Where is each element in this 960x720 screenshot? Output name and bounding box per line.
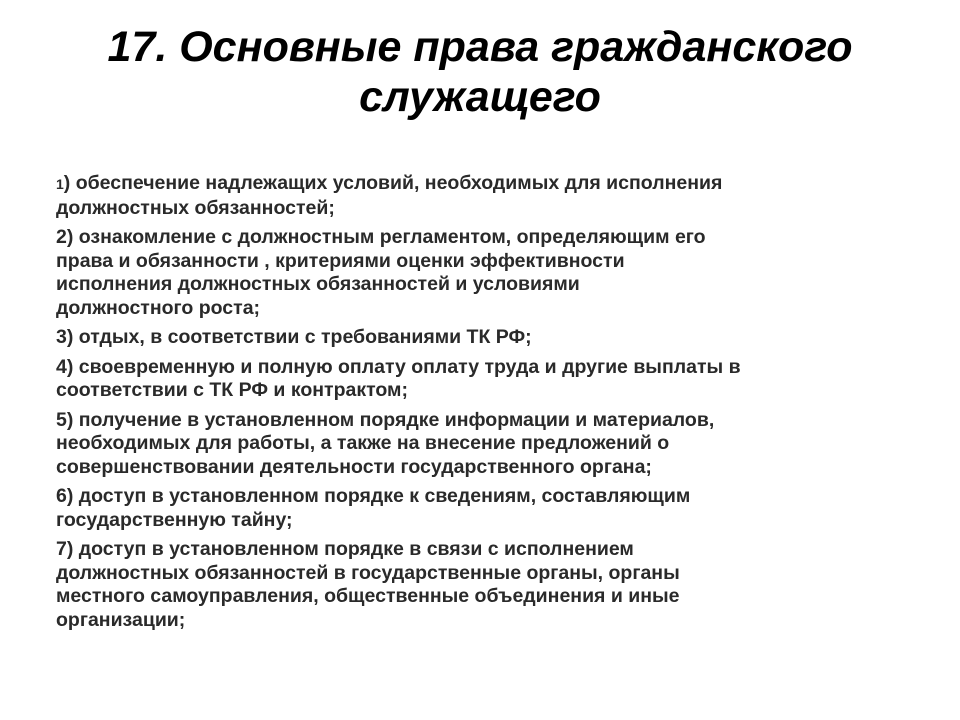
rights-list xyxy=(56,172,916,638)
list-item xyxy=(56,226,916,320)
item-text: должностных обязанностей в государственные органы, органы xyxy=(56,561,680,584)
item-text: должностных обязанностей; xyxy=(56,196,335,219)
slide-title xyxy=(40,22,920,122)
item-text: исполнения должностных обязанностей и условиями xyxy=(56,273,580,295)
item-text: необходимых для работы, а также на внесение предложений о xyxy=(56,432,670,454)
item-number: 7 xyxy=(56,538,67,560)
list-item xyxy=(56,172,916,220)
item-text: ) получение в установленном порядке информации и материалов, xyxy=(66,408,715,431)
item-text: ) ознакомление с должностным регламентом, определяющим его xyxy=(66,226,706,248)
item-number: 2 xyxy=(56,226,67,248)
list-item xyxy=(56,538,916,632)
item-number: 5 xyxy=(56,408,67,431)
item-number: 3 xyxy=(56,326,67,348)
item-text: права и обязанности , критериями оценки эффективности xyxy=(56,249,625,272)
item-text: местного самоуправления, общественные объединения и иные xyxy=(56,585,680,607)
item-text: ) обеспечение надлежащих условий, необходимых для исполнения xyxy=(63,172,723,194)
slide-title-line-2: служащего xyxy=(359,73,601,121)
item-text: ) доступ в установленном порядке в связи с исполнением xyxy=(66,538,634,560)
list-item xyxy=(56,485,916,532)
item-text: должностного роста; xyxy=(56,296,261,319)
item-text: государственную тайну; xyxy=(56,508,293,531)
item-text: ) своевременную и полную оплату оплату труда и другие выплаты в xyxy=(66,355,741,378)
item-text: ) отдых, в соответствии с требованиями ТК РФ; xyxy=(66,326,532,348)
item-number: 6 xyxy=(56,485,67,507)
item-text: организации; xyxy=(56,608,186,631)
list-item xyxy=(56,356,916,403)
list-item xyxy=(56,326,916,350)
item-text: ) доступ в установленном порядке к сведениям, составляющим xyxy=(66,485,691,507)
list-item xyxy=(56,409,916,480)
slide-title-line-1: 17. Основные права гражданского xyxy=(107,23,853,71)
item-text: соответствии с ТК РФ и контрактом; xyxy=(56,379,408,401)
item-number: 4 xyxy=(56,355,67,378)
item-number: 1 xyxy=(56,176,64,192)
item-text: совершенствовании деятельности государственного органа; xyxy=(56,455,652,478)
